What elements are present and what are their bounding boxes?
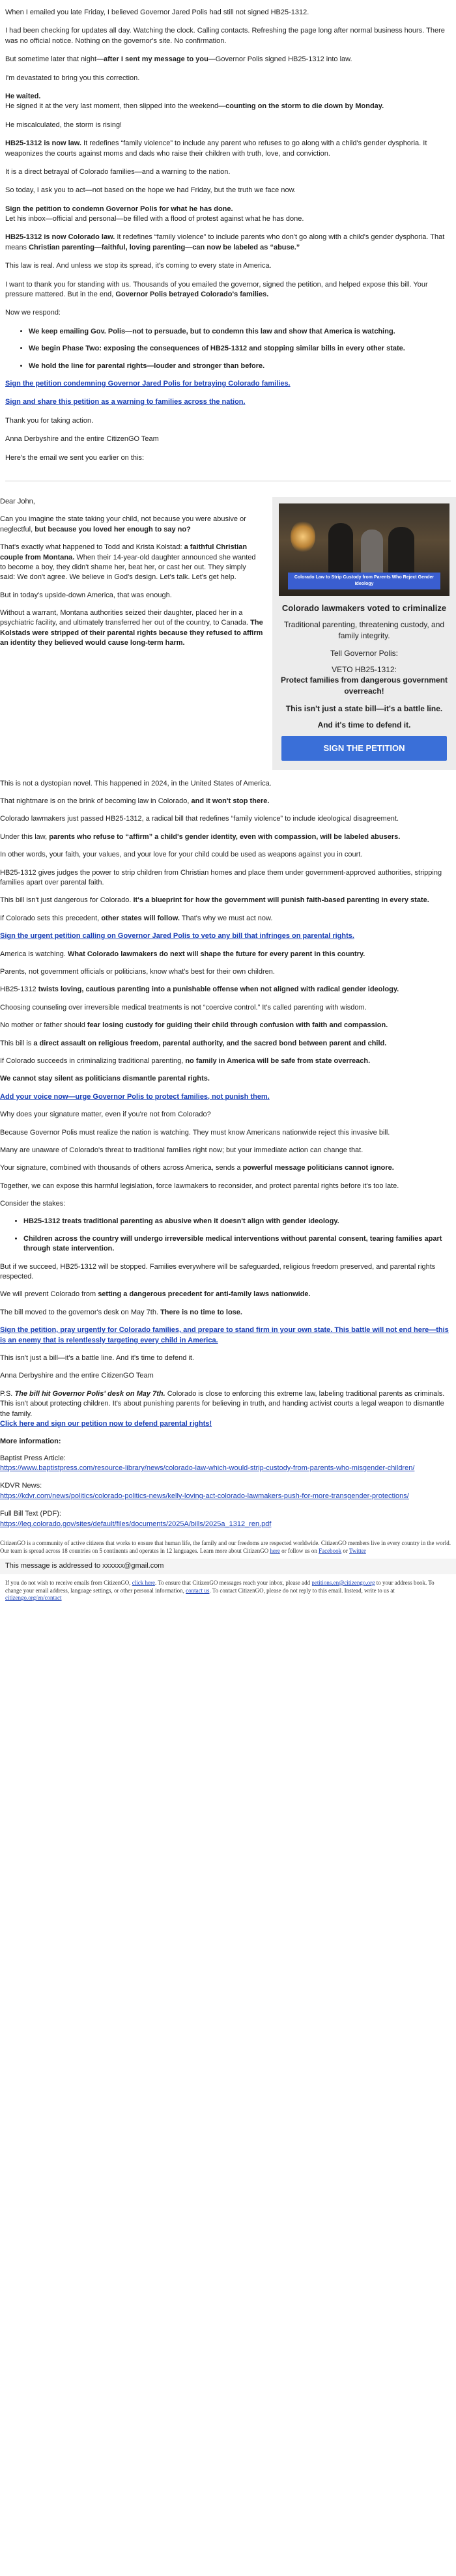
paragraph: He miscalculated, the storm is rising! [5,120,122,129]
greeting: Dear John, [0,497,35,505]
paragraph [0,1039,456,1049]
text: I want to thank you for standing with us. Thousands of you emailed the governor, signed the petition, and helped expose this bill. Your pressure mattered. But in the end, [5,280,428,299]
source-title: KDVR News: [0,1482,42,1490]
card-headline: Colorado lawmakers voted to criminalize [281,602,447,613]
petition-link[interactable]: Sign the petition condemning Governor Jared Polis for betraying Colorado families. [5,379,291,388]
text: . To ensure that CitizenGO messages reach your inbox, please add [154,1579,312,1586]
video-caption: Colorado Law to Strip Custody from Parents Who Reject Gender Ideology [288,573,440,589]
paragraph [0,1290,456,1299]
text: When their 14-year-old daughter announced she wanted to become a boy, they didn't shame her, beat her, or cast her out. They simply said: We don't agree. We believe in God's design. Let's talk. Let's get help. [0,553,256,582]
text: to your address book. To change your email address, language settings, or other personal information, [5,1579,435,1594]
paragraph: But if we succeed, HB25-1312 will be stopped. Families everywhere will be safeguarded, religious freedom preserved, and parental rights respected. [0,1262,436,1281]
text: No mother or father should [0,1021,87,1030]
text: He signed it at the very last moment, then slipped into the weekend— [5,102,226,111]
emphasis: The bill hit Governor Polis' desk on May 7th. [14,1389,165,1398]
paragraph [0,1092,456,1102]
paragraph [0,1056,456,1066]
paragraph: Colorado lawmakers just passed HB25-1312, a radical bill that redefines “family violence” to include ideological disagreement. [0,815,399,823]
text: or follow us on [279,1547,319,1554]
defend-rights-link[interactable]: Click here and sign our petition now to defend parental rights! [0,1419,212,1428]
about-link[interactable]: here [270,1547,280,1554]
add-voice-link[interactable]: Add your voice now—urge Governor Polis to protect families, not punish them. [0,1092,270,1101]
card-tell: Tell Governor Polis: [330,648,399,658]
emphasis: What Colorado lawmakers do next will shape the future for every parent in this country. [67,950,365,958]
paragraph [0,832,456,842]
paragraph [5,92,451,112]
emphasis: More information: [0,1437,61,1446]
contact-link[interactable]: contact us [186,1587,210,1594]
paragraph: This isn't just a bill—it's a battle line. And it's time to defend it. [0,1353,194,1362]
twitter-link[interactable]: Twitter [349,1547,366,1554]
emphasis: We begin Phase Two: exposing the consequences of HB25-1312 and stopping similar bills in every other state. [29,345,405,353]
original-email [0,497,456,1555]
paragraph: Thank you for taking action. [5,416,94,425]
paragraph: Because Governor Polis must realize the nation is watching. They must know Americans nationwide reject this invasive bill. [0,1128,390,1137]
source-title: Baptist Press Article: [0,1454,66,1462]
sign-petition-button[interactable]: SIGN THE PETITION [281,736,447,761]
text: —Governor Polis signed HB25-1312 into law. [208,55,352,64]
paragraph: I'm devastated to bring you this correction. [5,74,140,82]
facebook-link[interactable]: Facebook [319,1547,342,1554]
paragraph [0,1021,456,1030]
text: The bill moved to the governor's desk on May 7th. [0,1308,161,1316]
footer-wrap [0,1578,456,1606]
paragraph: Here's the email we sent you earlier on this: [5,453,145,462]
emphasis: He waited. [5,92,41,100]
source-link[interactable]: https://www.baptistpress.com/resource-library/news/colorado-law-which-would-strip-custody-from-parents-who-misgender-children/ [0,1464,415,1473]
paragraph: HB25-1312 gives judges the power to strip children from Christian homes and place them under government-approved authorities, stripping families apart over parental faith. [0,868,442,887]
paragraph: Consider the stakes: [0,1200,66,1208]
emphasis: Christian parenting—faithful, loving parenting—can now be labeled as “abuse.” [29,243,300,251]
footer-unsubscribe [5,1579,451,1602]
emphasis: HB25-1312 is now law. [5,139,81,148]
text: But sometime later that night— [5,55,104,64]
footer-about [0,1540,456,1555]
list-item [29,361,451,371]
lamp-image [291,520,315,553]
text: It redefines “family violence” to include parents who don't go along with a child's gender dysphoria. That means [5,233,445,251]
text: or [341,1547,349,1554]
emphasis: Governor Polis betrayed Colorado's families. [115,290,269,299]
paragraph: Now we respond: [5,309,61,317]
list-item [23,1217,456,1226]
emphasis: HB25-1312 is now Colorado law. [5,233,115,242]
paragraph [0,1163,456,1173]
text: If you do not wish to receive emails from CitizenGO, [5,1579,132,1586]
veto-label: VETO HB25-1312: [332,664,397,674]
paragraph: So today, I ask you to act—not based on the hope we had Friday, but the truth we face now. [5,186,296,195]
text: Can you imagine the state taking your child, not because you were abusive or neglectful, [0,515,246,533]
paragraph [5,139,451,159]
paragraph: In other words, your faith, your values, and your love for your child could be used as weapons against you in court. [0,851,363,859]
paragraph [0,931,456,941]
contact-url-link[interactable]: citizengo.org/en/contact [5,1594,62,1602]
paragraph: Why does your signature matter, even if you're not from Colorado? [0,1111,211,1119]
veto-message: Protect families from dangerous government overreach! [280,675,448,696]
source-link[interactable]: https://kdvr.com/news/politics/colorado-politics-news/kelly-loving-act-colorado-lawmakers-push-for-more-transgender-protections/ [0,1492,409,1500]
paragraph [0,985,456,995]
divider-wrap [0,481,456,497]
emphasis: twists loving, cautious parenting into a punishable offense when not aligned with radical gender ideology. [38,985,399,994]
emphasis: a faithful Christian couple from Montana. [0,543,248,561]
text: That's exactly what happened to Todd and Krista Kolstad: [0,543,184,552]
source [0,1509,456,1529]
emphasis: powerful message politicians cannot ignore. [242,1164,394,1172]
paragraph: Choosing counseling over irreversible medical treatments is not “coercive control.” It's called parenting with wisdom. [0,1003,367,1012]
list-item [29,344,451,354]
paragraph: But in today's upside-down America, that was enough. [0,591,172,599]
emphasis: It's a blueprint for how the government will punish faith-based parenting in every state. [133,896,429,905]
emphasis: fear losing custody for guiding their child through confusion with faith and compassion. [87,1021,388,1030]
card-battle-line: This isn't just a state bill—it's a battle line. [285,703,443,713]
petition-card [272,497,456,770]
text: Your signature, combined with thousands of others across America, sends a [0,1164,243,1172]
more-info-heading [0,1437,456,1447]
text: If Colorado succeeds in criminalizing traditional parenting, [0,1056,186,1065]
paragraph [5,233,451,253]
emphasis: but because you loved her enough to say no? [35,525,191,533]
addressed-to: This message is addressed to xxxxxx@gmail.com [0,1559,456,1574]
card-veto [279,664,449,697]
petitions-email-link[interactable]: petitions.en@citizengo.org [311,1579,375,1586]
emphasis: There is no time to lose. [160,1308,242,1316]
paragraph: This law is real. And unless we stop its spread, it's coming to every state in America. [5,262,272,270]
emphasis: other states will follow. [101,914,180,922]
veto-petition-link[interactable]: Sign the urgent petition calling on Governor Jared Polis to veto any bill that infringes on parental rights. [0,932,354,941]
paragraph: Together, we can expose this harmful legislation, force lawmakers to reconsider, and protect parental rights before it's too late. [0,1182,399,1190]
paragraph [5,379,451,389]
card-subtitle: Traditional parenting, threatening custody, and family integrity. [283,620,445,640]
text: P.S. [0,1389,15,1398]
paragraph [0,950,456,959]
text: We will prevent Colorado from [0,1290,98,1299]
text: Under this law, [0,832,50,841]
emphasis: a direct assault on religious freedom, parental authority, and the sacred bond between parent and child. [33,1039,387,1047]
list-item [23,1234,456,1254]
pray-petition-link[interactable]: Sign the petition, pray urgently for Colorado families, and prepare to stand firm in your own state. This battle will not end here—this is an enemy that is relentlessly targeting every child in America. [0,1326,449,1344]
source [0,1481,456,1501]
emphasis: setting a dangerous precedent for anti-family laws nationwide. [98,1290,311,1299]
emphasis: parents who refuse to “affirm” a child's gender identity, even with compassion, will be labeled abusers. [49,832,401,841]
signature: Anna Derbyshire and the entire CitizenGO Team [0,1372,154,1380]
emphasis: no family in America will be safe from state overreach. [185,1056,371,1065]
text: This bill is [0,1039,34,1047]
paragraph [0,896,456,905]
paragraph [5,280,451,300]
paragraph: Parents, not government officials or politicians, know what's best for their own children. [0,967,275,976]
postscript [0,1389,456,1430]
text: Colorado is close to enforcing this extreme law, labeling traditional parents as criminals. This isn't about protecting children. It's about punishing parents for believing in truth, and handing activist courts a legal weapon to dismantle the family. [0,1389,445,1418]
paragraph [0,1308,456,1318]
paragraph [0,1325,456,1346]
paragraph [5,397,451,407]
video-thumbnail[interactable] [279,503,449,596]
text: . To contact CitizenGO, please do not reply to this email. Instead, write to us at [209,1587,395,1594]
stakes-list [0,1217,456,1254]
emphasis: We hold the line for parental rights—louder and stronger than before. [29,361,265,370]
text: It redefines “family violence” to include any parent who refuses to go along with a child's gender dysphoria. It weaponizes the courts against moms and dads who raise their children with truth, love, and conviction. [5,139,427,158]
text: If Colorado sets this precedent, [0,914,102,922]
source-title: Full Bill Text (PDF): [0,1510,61,1518]
emphasis: Sign the petition to condemn Governor Polis for what he has done. [5,205,233,213]
list-item [29,327,451,337]
paragraph [0,797,456,806]
paragraph: I had been checking for updates all day. Watching the clock. Calling contacts. Refreshing the page long after normal business hours. There was no official notice. Nothing on the governor's site. No confirmation. [5,27,445,45]
emphasis: We keep emailing Gov. Polis—not to persuade, but to condemn this law and show that America is watching. [29,327,395,335]
emphasis: counting on the storm to die down by Monday. [225,102,384,111]
text: America is watching. [0,950,68,958]
text: HB25-1312 [0,985,38,994]
response-list [5,327,451,371]
text: Without a warrant, Montana authorities seized their daughter, placed her in a psychiatric facility, and ultimately transferred her out of the country, to Canada. [0,609,251,627]
text: Let his inbox—official and personal—be filled with a flood of protest against what he has done. [5,215,304,223]
paragraph [5,55,451,64]
correction-email [0,0,456,475]
unsubscribe-link[interactable]: click here [132,1579,155,1586]
text: This bill isn't just dangerous for Colorado. [0,896,134,905]
paragraph: This is not a dystopian novel. This happened in 2024, in the United States of America. [0,779,272,787]
paragraph: Many are unaware of Colorado's threat to traditional families right now; but your immediate action can change that. [0,1146,363,1154]
paragraph: It is a direct betrayal of Colorado families—and a warning to the nation. [5,167,231,176]
emphasis: We cannot stay silent as politicians dismantle parental rights. [0,1075,210,1083]
emphasis: HB25-1312 treats traditional parenting as abusive when it doesn't align with gender ideology. [23,1217,339,1226]
paragraph [5,205,451,225]
text: CitizenGO is a community of active citizens that works to ensure that human life, the family and our freedoms are respected worldwide. CitizenGO members live in every country in the world. Our team is spread across 18 countries on 5 continents and operates in 12 languages. Learn more about CitizenGO [0,1540,451,1554]
paragraph: When I emailed you late Friday, I believed Governor Jared Polis had still not signed HB25-1312. [5,8,309,16]
emphasis: and it won't stop there. [191,797,270,806]
text: That's why we must act now. [179,914,273,922]
emphasis: after I sent my message to you [104,55,208,64]
source-link[interactable]: https://leg.colorado.gov/sites/default/files/documents/2025A/bills/2025a_1312_ren.pdf [0,1520,272,1528]
emphasis: Children across the country will undergo irreversible medical interventions without parental consent, tearing families apart through state intervention. [23,1234,442,1253]
emphasis: The Kolstads were stripped of their parental rights because they refused to affirm an identity they believed would cause long-term harm. [0,619,263,647]
card-defend: And it's time to defend it. [317,720,411,729]
text: That nightmare is on the brink of becoming law in Colorado, [0,797,192,806]
source [0,1454,456,1474]
paragraph [0,1074,456,1084]
signature: Anna Derbyshire and the entire CitizenGO Team [5,435,159,444]
paragraph [0,914,456,924]
share-petition-link[interactable]: Sign and share this petition as a warning to families across the nation. [5,398,246,406]
